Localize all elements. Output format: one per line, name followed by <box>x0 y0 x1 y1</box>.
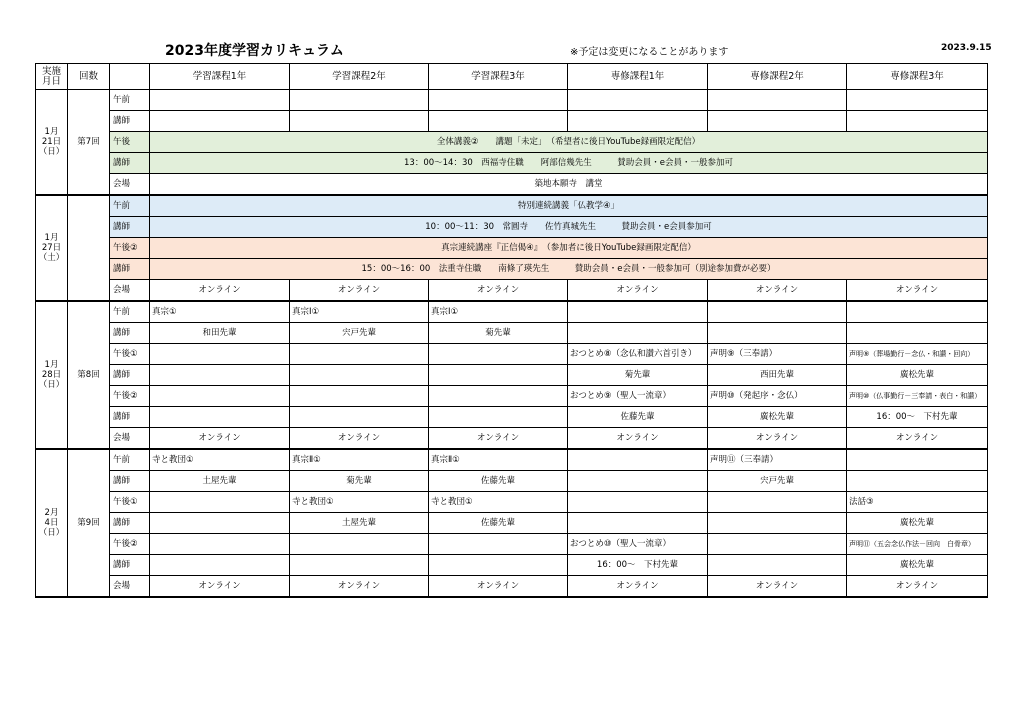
venue-cell: オンライン <box>568 428 708 450</box>
day1-round: 第7回 <box>68 90 110 196</box>
venue-cell: オンライン <box>847 428 988 450</box>
header-slot <box>110 64 150 90</box>
day3-pm1-lecturer-5: 西田先輩 <box>708 365 847 386</box>
header-course-5: 専修課程2年 <box>708 64 847 90</box>
day3-am-lecturer-2: 宍戸先輩 <box>290 323 429 344</box>
day4-pm1-course-4 <box>568 492 708 513</box>
table-row <box>36 132 988 153</box>
slot-label: 講師 <box>110 471 150 492</box>
day4-am-lecturer-1: 土屋先輩 <box>150 471 290 492</box>
day2-pm-lecture: 真宗連続講座『正信偈④』 （参加者に後日YouTube録画限定配信） <box>150 238 988 259</box>
day4-am-course-6 <box>847 449 988 471</box>
day4-pm2-course-6: 声明⑪（五会念仏作法－回向 白骨章） <box>847 534 988 555</box>
day4-pm2-lecturer-3 <box>429 555 568 576</box>
slot-label: 講師 <box>110 323 150 344</box>
table-row <box>36 449 988 471</box>
table-row <box>36 90 988 111</box>
header-course-3: 学習課程3年 <box>429 64 568 90</box>
day3-pm2-lecturer-1 <box>150 407 290 428</box>
day4-am-course-4 <box>568 449 708 471</box>
day3-round: 第8回 <box>68 301 110 449</box>
table-row <box>36 111 988 132</box>
slot-label: 午前 <box>110 301 150 323</box>
day3-pm1-course-5: 声明⑨（三奉請） <box>708 344 847 365</box>
day3-am-course-2: 真宗Ⅰ① <box>290 301 429 323</box>
slot-label: 講師 <box>110 365 150 386</box>
venue-cell: オンライン <box>290 280 429 302</box>
day4-pm1-lecturer-2: 土屋先輩 <box>290 513 429 534</box>
slot-label: 会場 <box>110 428 150 450</box>
day3-pm1-course-4: おつとめ⑧（念仏和讃六首引き） <box>568 344 708 365</box>
day4-pm2-lecturer-5 <box>708 555 847 576</box>
day3-am-lecturer-5 <box>708 323 847 344</box>
day3-pm2-course-2 <box>290 386 429 407</box>
day4-pm1-lecturer-1 <box>150 513 290 534</box>
slot-label: 会場 <box>110 576 150 598</box>
slot-label: 講師 <box>110 555 150 576</box>
day4-pm2-course-1 <box>150 534 290 555</box>
table-row <box>36 407 988 428</box>
venue-cell: オンライン <box>429 428 568 450</box>
day2-date: 1月 27日 （土） <box>36 195 68 301</box>
day4-pm1-lecturer-4 <box>568 513 708 534</box>
table-row <box>36 174 988 196</box>
day4-pm2-course-5 <box>708 534 847 555</box>
day4-am-lecturer-4 <box>568 471 708 492</box>
day3-pm2-lecturer-6: 16：00～ 下村先輩 <box>847 407 988 428</box>
day3-pm1-lecturer-6: 廣松先輩 <box>847 365 988 386</box>
table-row <box>36 195 988 217</box>
table-row <box>36 386 988 407</box>
slot-label: 講師 <box>110 217 150 238</box>
day3-am-lecturer-6 <box>847 323 988 344</box>
venue-cell: オンライン <box>429 576 568 598</box>
table-row <box>36 259 988 280</box>
page-title: 2023年度学習カリキュラム <box>165 43 344 59</box>
slot-label: 講師 <box>110 259 150 280</box>
slot-label: 午後① <box>110 344 150 365</box>
day3-pm2-lecturer-2 <box>290 407 429 428</box>
day4-pm2-course-2 <box>290 534 429 555</box>
day3-pm2-course-1 <box>150 386 290 407</box>
day4-am-lecturer-6 <box>847 471 988 492</box>
day3-am-lecturer-4 <box>568 323 708 344</box>
day4-round: 第9回 <box>68 449 110 597</box>
day3-am-lecturer-3: 菊先輩 <box>429 323 568 344</box>
venue-cell: オンライン <box>708 280 847 302</box>
table-row <box>36 513 988 534</box>
day4-am-course-1: 寺と教団① <box>150 449 290 471</box>
venue-cell: オンライン <box>150 428 290 450</box>
slot-label: 午後② <box>110 534 150 555</box>
slot-label: 会場 <box>110 174 150 196</box>
header-course-4: 専修課程1年 <box>568 64 708 90</box>
revision-date: 2023.9.15 <box>941 43 992 53</box>
table-row <box>36 365 988 386</box>
table-row <box>36 471 988 492</box>
day3-pm1-course-1 <box>150 344 290 365</box>
day2-pm-lecturer: 15：00～16：00 法重寺住職 南條了瑛先生 賛助会員・e会員・一般参加可（別途参加費が必要） <box>150 259 988 280</box>
day2-round <box>68 195 110 301</box>
slot-label: 会場 <box>110 280 150 302</box>
slot-label: 午前 <box>110 90 150 111</box>
slot-label: 講師 <box>110 513 150 534</box>
day4-date: 2月 4日 （日） <box>36 449 68 597</box>
table-row <box>36 492 988 513</box>
venue-cell: オンライン <box>150 576 290 598</box>
day4-pm1-lecturer-5 <box>708 513 847 534</box>
venue-cell: オンライン <box>290 428 429 450</box>
table-row <box>36 238 988 259</box>
day3-pm1-lecturer-4: 菊先輩 <box>568 365 708 386</box>
venue-cell: オンライン <box>708 576 847 598</box>
day4-am-lecturer-3: 佐藤先輩 <box>429 471 568 492</box>
table-row <box>36 301 988 323</box>
day4-pm2-course-3 <box>429 534 568 555</box>
curriculum-table <box>35 63 988 598</box>
venue-cell: オンライン <box>847 576 988 598</box>
day3-am-course-3: 真宗Ⅰ① <box>429 301 568 323</box>
day3-am-course-6 <box>847 301 988 323</box>
day4-pm1-course-6: 法話③ <box>847 492 988 513</box>
day4-am-lecturer-2: 菊先輩 <box>290 471 429 492</box>
day3-pm2-course-3 <box>429 386 568 407</box>
header-course-6: 専修課程3年 <box>847 64 988 90</box>
day3-pm1-lecturer-3 <box>429 365 568 386</box>
day4-am-course-2: 真宗Ⅱ① <box>290 449 429 471</box>
day1-date: 1月 21日 （日） <box>36 90 68 196</box>
day1-pm-lecture: 全体講義② 講題「未定」 （希望者に後日YouTube録画限定配信） <box>150 132 988 153</box>
day3-am-course-4 <box>568 301 708 323</box>
day4-am-course-3: 真宗Ⅱ① <box>429 449 568 471</box>
day4-pm1-course-2: 寺と教団① <box>290 492 429 513</box>
table-row <box>36 323 988 344</box>
day4-pm1-course-1 <box>150 492 290 513</box>
day2-am-lecturer: 10：00～11：30 常圓寺 佐竹真城先生 賛助会員・e会員参加可 <box>150 217 988 238</box>
day4-pm1-lecturer-6: 廣松先輩 <box>847 513 988 534</box>
slot-label: 講師 <box>110 111 150 132</box>
venue-cell: オンライン <box>290 576 429 598</box>
slot-label: 午前 <box>110 195 150 217</box>
slot-label: 午後② <box>110 386 150 407</box>
day1-venue: 築地本願寺 講堂 <box>150 174 988 196</box>
day3-pm2-course-6: 声明⑩（仏事勤行－三奉請・表白・和讃） <box>847 386 988 407</box>
day3-pm1-course-6: 声明⑨（葬場勤行－念仏・和讃・回向） <box>847 344 988 365</box>
venue-cell: オンライン <box>847 280 988 302</box>
slot-label: 午後 <box>110 132 150 153</box>
venue-cell: オンライン <box>429 280 568 302</box>
day4-am-course-5: 声明⑪（三奉請） <box>708 449 847 471</box>
day4-pm2-lecturer-4: 16：00～ 下村先輩 <box>568 555 708 576</box>
day4-pm2-lecturer-6: 廣松先輩 <box>847 555 988 576</box>
slot-label: 午前 <box>110 449 150 471</box>
day3-pm2-course-5: 声明⑩（発起序・念仏） <box>708 386 847 407</box>
day3-pm1-lecturer-2 <box>290 365 429 386</box>
day4-am-lecturer-5: 宍戸先輩 <box>708 471 847 492</box>
header-round: 回数 <box>68 64 110 90</box>
day4-pm1-course-3: 寺と教団① <box>429 492 568 513</box>
table-row <box>36 428 988 450</box>
day4-pm2-lecturer-1 <box>150 555 290 576</box>
day3-pm2-lecturer-4: 佐藤先輩 <box>568 407 708 428</box>
venue-cell: オンライン <box>708 428 847 450</box>
table-row <box>36 344 988 365</box>
day1-pm-lecturer: 13：00～14：30 西福寺住職 阿部信幾先生 賛助会員・e会員・一般参加可 <box>150 153 988 174</box>
venue-cell: オンライン <box>568 576 708 598</box>
schedule-change-note: ※予定は変更になることがあります <box>570 47 729 58</box>
header-date: 実施月日 <box>36 64 68 90</box>
table-row <box>36 153 988 174</box>
table-row <box>36 555 988 576</box>
day3-pm1-course-3 <box>429 344 568 365</box>
day3-pm2-course-4: おつとめ⑨（聖人一流章） <box>568 386 708 407</box>
venue-cell: オンライン <box>568 280 708 302</box>
day3-pm2-lecturer-3 <box>429 407 568 428</box>
header-row <box>36 64 988 90</box>
day4-pm1-lecturer-3: 佐藤先輩 <box>429 513 568 534</box>
slot-label: 午後② <box>110 238 150 259</box>
slot-label: 午後① <box>110 492 150 513</box>
table-row <box>36 217 988 238</box>
table-row <box>36 534 988 555</box>
day3-date: 1月 28日 （日） <box>36 301 68 449</box>
day3-pm2-lecturer-5: 廣松先輩 <box>708 407 847 428</box>
table-row <box>36 576 988 598</box>
day3-pm1-course-2 <box>290 344 429 365</box>
day3-pm1-lecturer-1 <box>150 365 290 386</box>
day4-pm1-course-5 <box>708 492 847 513</box>
day3-am-course-5 <box>708 301 847 323</box>
header-course-1: 学習課程1年 <box>150 64 290 90</box>
day3-am-lecturer-1: 和田先輩 <box>150 323 290 344</box>
day4-pm2-course-4: おつとめ⑩（聖人一流章） <box>568 534 708 555</box>
slot-label: 講師 <box>110 407 150 428</box>
day2-am-lecture: 特別連続講義「仏教学④」 <box>150 195 988 217</box>
day4-pm2-lecturer-2 <box>290 555 429 576</box>
slot-label: 講師 <box>110 153 150 174</box>
table-row <box>36 280 988 302</box>
header-course-2: 学習課程2年 <box>290 64 429 90</box>
day3-am-course-1: 真宗① <box>150 301 290 323</box>
venue-cell: オンライン <box>150 280 290 302</box>
